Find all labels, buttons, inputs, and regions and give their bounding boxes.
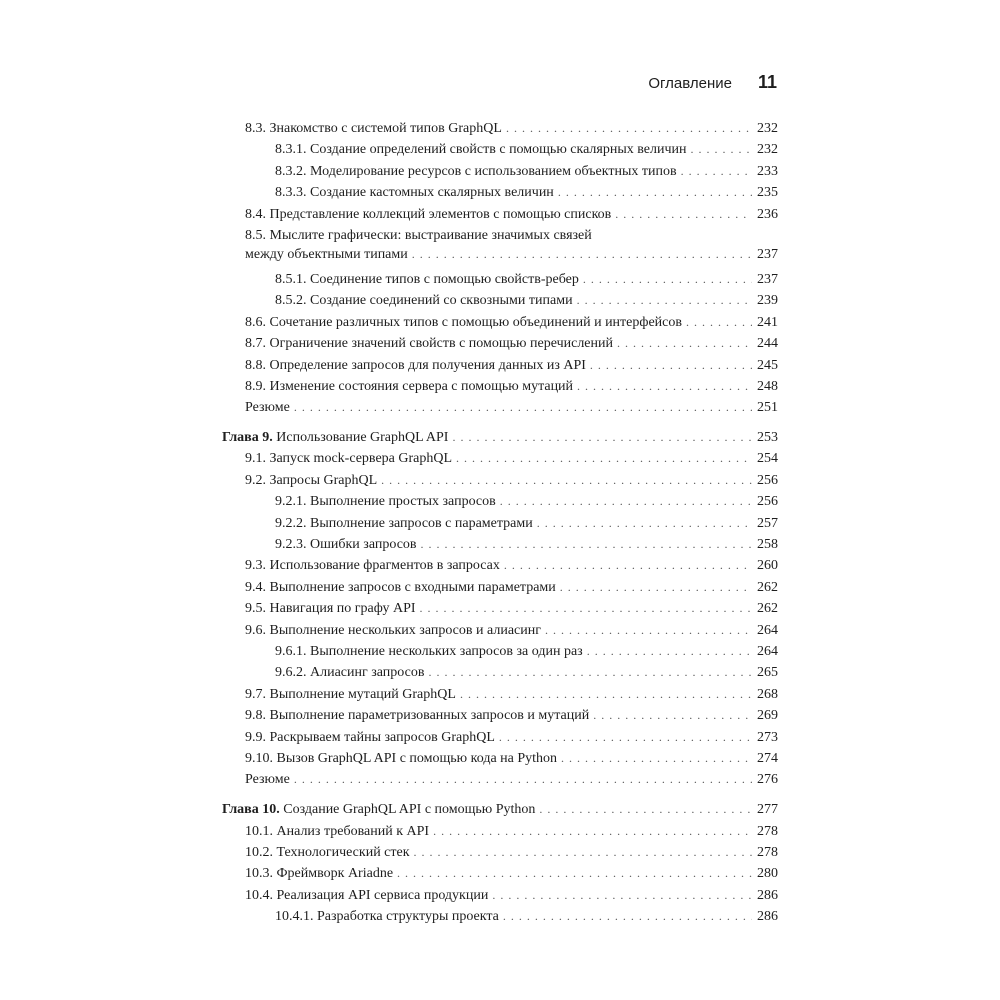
toc-entry-row <box>245 312 778 333</box>
dot-leader <box>456 448 752 469</box>
toc-entry-row <box>245 333 778 354</box>
toc-entry-label <box>245 620 541 641</box>
dot-leader <box>593 705 752 726</box>
dot-leader <box>577 290 752 311</box>
toc-page-number: 278 <box>757 823 778 839</box>
header-title: Оглавление <box>648 75 732 92</box>
dot-leader <box>617 333 752 354</box>
toc-entry-row <box>245 842 778 863</box>
toc-entry-title: Резюме <box>245 772 290 788</box>
toc-entry <box>222 139 778 160</box>
toc-entry-label <box>245 246 408 264</box>
toc-page-number: 232 <box>757 142 778 158</box>
toc-entry-label <box>245 684 456 705</box>
toc-entry-label <box>275 906 499 927</box>
toc-entry-row <box>245 598 778 619</box>
toc-entry <box>222 863 778 884</box>
dot-leader <box>577 376 752 397</box>
toc-entry-label <box>245 863 393 884</box>
toc-entry-row <box>245 863 778 884</box>
toc-entry-label <box>245 397 290 418</box>
toc-entry-title: 10.4. Реализация API сервиса продукции <box>245 887 489 903</box>
toc-entry-title: 9.5. Навигация по графу API <box>245 601 416 617</box>
toc-entry-row <box>245 577 778 598</box>
table-of-contents <box>222 118 778 927</box>
toc-entry-row <box>245 748 778 769</box>
toc-entry-title: Создание GraphQL API с помощью Python <box>283 802 536 818</box>
toc-entry-row <box>245 727 778 748</box>
toc-entry <box>222 577 778 598</box>
toc-page-number: 256 <box>757 494 778 510</box>
dot-leader <box>421 534 752 555</box>
toc-entry-row <box>275 662 778 683</box>
toc-entry-title: между объектными типами <box>245 246 408 262</box>
dot-leader <box>590 355 752 376</box>
dot-leader <box>294 397 752 418</box>
toc-page-number: 280 <box>757 866 778 882</box>
toc-page-number: 239 <box>757 293 778 309</box>
toc-entry-row <box>222 799 778 820</box>
toc-entry-title: 8.8. Определение запросов для получения данных из API <box>245 357 586 373</box>
toc-entry-title: 9.6.1. Выполнение нескольких запросов за один раз <box>275 643 583 659</box>
toc-entry-label <box>275 269 579 290</box>
toc-entry-label-line1: 8.5. Мыслите графически: выстраивание значимых связей <box>245 227 592 243</box>
dot-leader <box>500 491 752 512</box>
toc-entry <box>222 470 778 491</box>
toc-entry <box>222 204 778 225</box>
toc-entry-label <box>245 748 557 769</box>
toc-entry <box>222 662 778 683</box>
toc-entry <box>222 620 778 641</box>
toc-entry-title: 9.9. Раскрываем тайны запросов GraphQL <box>245 729 495 745</box>
toc-page-number: 268 <box>757 686 778 702</box>
toc-entry-row <box>245 397 778 418</box>
dot-leader <box>397 863 752 884</box>
toc-entry-row <box>275 182 778 203</box>
toc-page-number: 278 <box>757 844 778 860</box>
toc-entry-title: 8.3.1. Создание определений свойств с помощью скалярных величин <box>275 142 687 158</box>
toc-entry <box>222 555 778 576</box>
toc-entry-label <box>245 333 613 354</box>
toc-entry <box>222 684 778 705</box>
toc-entry-row <box>245 885 778 906</box>
toc-entry <box>222 269 778 290</box>
toc-entry <box>222 225 778 269</box>
dot-leader <box>686 312 752 333</box>
toc-page-number: 248 <box>757 378 778 394</box>
toc-entry <box>222 333 778 354</box>
dot-leader <box>587 641 752 662</box>
dot-leader <box>615 204 752 225</box>
dot-leader <box>499 727 752 748</box>
toc-entry <box>222 161 778 182</box>
toc-entry-row <box>275 290 778 311</box>
toc-page-number: 286 <box>757 887 778 903</box>
toc-page-number: 265 <box>757 665 778 681</box>
toc-entry-label <box>275 662 424 683</box>
toc-entry-label <box>245 376 573 397</box>
toc-entry-label <box>275 182 554 203</box>
dot-leader <box>412 245 752 263</box>
toc-page-number: 264 <box>757 643 778 659</box>
toc-entry-row <box>245 245 778 264</box>
toc-entry <box>222 118 778 139</box>
dot-leader <box>506 118 752 139</box>
toc-entry <box>222 355 778 376</box>
toc-page-number: 237 <box>757 271 778 287</box>
toc-entry <box>222 182 778 203</box>
toc-entry-row <box>245 204 778 225</box>
dot-leader <box>414 842 752 863</box>
toc-entry-title: 9.2.3. Ошибки запросов <box>275 537 417 553</box>
dot-leader <box>560 577 752 598</box>
header-page-number: 11 <box>757 72 777 92</box>
toc-page-number: 269 <box>757 708 778 724</box>
toc-entry-title: 9.1. Запуск mock-сервера GraphQL <box>245 451 453 467</box>
toc-entry <box>222 705 778 726</box>
toc-entry-title: 9.2.2. Выполнение запросов с параметрами <box>275 515 533 531</box>
toc-entry-label <box>222 427 448 448</box>
toc-entry-row <box>245 769 778 790</box>
toc-entry-row <box>245 470 778 491</box>
toc-page-number: 244 <box>757 336 778 352</box>
toc-entry-title: 10.1. Анализ требований к API <box>245 823 430 839</box>
toc-entry-row <box>245 118 778 139</box>
dot-leader <box>294 769 752 790</box>
dot-leader <box>558 182 752 203</box>
toc-entry <box>222 842 778 863</box>
toc-entry-row <box>245 376 778 397</box>
toc-page-number: 256 <box>757 472 778 488</box>
toc-entry-label <box>275 290 573 311</box>
toc-entry-label <box>275 513 533 534</box>
toc-page-number: 241 <box>757 314 778 330</box>
toc-entry-label <box>245 355 586 376</box>
toc-entry-row <box>245 684 778 705</box>
toc-entry-label <box>245 577 556 598</box>
toc-chapter-entry <box>222 799 778 820</box>
toc-entry-title: 9.2. Запросы GraphQL <box>245 472 378 488</box>
toc-entry-title: 9.6.2. Алиасинг запросов <box>275 665 425 681</box>
toc-entry <box>222 598 778 619</box>
toc-entry-title: 9.6. Выполнение нескольких запросов и алиасинг <box>245 622 541 638</box>
toc-entry-title: 8.4. Представление коллекций элементов с помощью списков <box>245 206 612 222</box>
dot-leader <box>420 598 752 619</box>
toc-entry-row <box>245 355 778 376</box>
toc-entry-row <box>275 641 778 662</box>
toc-entry-label <box>245 769 290 790</box>
toc-entry-title: 10.3. Фреймворк Ariadne <box>245 866 394 882</box>
toc-page-number: 274 <box>757 750 778 766</box>
toc-entry-title: 8.9. Изменение состояния сервера с помощью мутаций <box>245 378 574 394</box>
toc-entry-label <box>275 491 496 512</box>
chapter-number: Глава 10. <box>222 802 280 818</box>
toc-entry-row <box>275 491 778 512</box>
toc-entry-label <box>245 204 611 225</box>
toc-entry <box>222 727 778 748</box>
toc-page-number: 276 <box>757 772 778 788</box>
toc-entry-row <box>245 821 778 842</box>
toc-entry-label <box>245 885 488 906</box>
toc-entry <box>222 491 778 512</box>
toc-entry-title: 8.6. Сочетание различных типов с помощью объединений и интерфейсов <box>245 314 682 330</box>
toc-entry <box>222 641 778 662</box>
toc-entry-title: Использование GraphQL API <box>276 430 449 446</box>
toc-entry-title: 9.4. Выполнение запросов с входными параметрами <box>245 579 556 595</box>
dot-leader <box>504 555 752 576</box>
dot-leader <box>583 269 752 290</box>
toc-page-number: 260 <box>757 558 778 574</box>
dot-leader <box>537 513 752 534</box>
toc-entry-title: 8.3.2. Моделирование ресурсов с использованием объектных типов <box>275 163 677 179</box>
toc-chapter-entry <box>222 427 778 448</box>
dot-leader <box>433 821 752 842</box>
toc-page-number: 233 <box>757 163 778 179</box>
toc-entry <box>222 312 778 333</box>
dot-leader <box>539 799 752 820</box>
dot-leader <box>503 906 752 927</box>
toc-entry-label <box>275 534 417 555</box>
toc-entry <box>222 769 778 790</box>
toc-entry-title: 8.3. Знакомство с системой типов GraphQL <box>245 121 502 136</box>
dot-leader <box>690 139 752 160</box>
toc-entry-label <box>275 161 677 182</box>
dot-leader <box>492 885 752 906</box>
toc-entry <box>222 397 778 418</box>
toc-entry-label <box>245 312 682 333</box>
toc-entry-title: 8.5.2. Создание соединений со сквозными типами <box>275 293 573 309</box>
toc-entry-label <box>245 705 589 726</box>
toc-page-number: 262 <box>757 579 778 595</box>
toc-entry <box>222 448 778 469</box>
toc-entry-row <box>245 705 778 726</box>
toc-entry-title: 9.3. Использование фрагментов в запросах <box>245 558 500 574</box>
dot-leader <box>381 470 752 491</box>
toc-entry-title: 8.5.1. Соединение типов с помощью свойств-ребер <box>275 271 579 287</box>
toc-entry-title: 8.7. Ограничение значений свойств с помощью перечислений <box>245 336 613 352</box>
toc-page-number: 232 <box>757 121 778 136</box>
toc-entry-row <box>245 620 778 641</box>
toc-entry-row <box>275 906 778 927</box>
toc-entry-title: Резюме <box>245 400 290 416</box>
toc-entry-title: 10.2. Технологический стек <box>245 844 410 860</box>
dot-leader <box>545 620 752 641</box>
toc-entry-label <box>245 821 429 842</box>
toc-entry-title: 10.4.1. Разработка структуры проекта <box>275 909 499 925</box>
toc-entry-label <box>245 598 416 619</box>
chapter-number: Глава 9. <box>222 430 273 446</box>
toc-entry-title: 8.3.3. Создание кастомных скалярных величин <box>275 185 554 201</box>
toc-entry-label <box>245 727 495 748</box>
toc-page-number: 277 <box>757 802 778 818</box>
toc-entry <box>222 513 778 534</box>
toc-page-number: 286 <box>757 909 778 925</box>
toc-entry <box>222 534 778 555</box>
running-header <box>560 72 777 96</box>
toc-entry-label <box>245 470 377 491</box>
toc-entry-row <box>275 534 778 555</box>
toc-entry <box>222 748 778 769</box>
toc-entry <box>222 821 778 842</box>
toc-page-number: 245 <box>757 357 778 373</box>
toc-entry <box>222 885 778 906</box>
toc-page-number: 257 <box>757 515 778 531</box>
toc-page-number: 235 <box>757 185 778 201</box>
toc-entry-label <box>245 842 410 863</box>
toc-entry-label <box>245 555 500 576</box>
toc-page-number: 262 <box>757 601 778 617</box>
toc-entry-label <box>275 139 686 160</box>
dot-leader <box>428 662 752 683</box>
toc-page-number: 254 <box>757 451 778 467</box>
dot-leader <box>681 161 752 182</box>
toc-entry-title: 9.7. Выполнение мутаций GraphQL <box>245 686 456 702</box>
toc-page-number: 236 <box>757 206 778 222</box>
toc-entry-label <box>275 641 583 662</box>
toc-entry-label <box>222 799 535 820</box>
toc-entry <box>222 290 778 311</box>
toc-page-number: 237 <box>757 246 778 262</box>
toc-entry <box>222 906 778 927</box>
toc-entry-row <box>222 427 778 448</box>
toc-page-number: 253 <box>757 430 778 446</box>
toc-entry-title: 9.2.1. Выполнение простых запросов <box>275 494 496 510</box>
toc-entry-label <box>245 118 502 139</box>
toc-entry <box>222 376 778 397</box>
toc-entry-row <box>245 448 778 469</box>
toc-entry-row <box>275 269 778 290</box>
toc-entry-row <box>245 555 778 576</box>
dot-leader <box>561 748 752 769</box>
dot-leader <box>452 427 752 448</box>
toc-entry-row <box>275 139 778 160</box>
toc-page-number: 264 <box>757 622 778 638</box>
toc-page-number: 273 <box>757 729 778 745</box>
toc-entry-label <box>245 448 452 469</box>
toc-entry-title: 9.8. Выполнение параметризованных запросов и мутаций <box>245 708 590 724</box>
toc-entry-row <box>275 513 778 534</box>
toc-page-number: 251 <box>757 400 778 416</box>
toc-page-number: 258 <box>757 537 778 553</box>
dot-leader <box>460 684 752 705</box>
toc-entry-title: 9.10. Вызов GraphQL API с помощью кода на Python <box>245 750 558 766</box>
toc-entry-row <box>275 161 778 182</box>
